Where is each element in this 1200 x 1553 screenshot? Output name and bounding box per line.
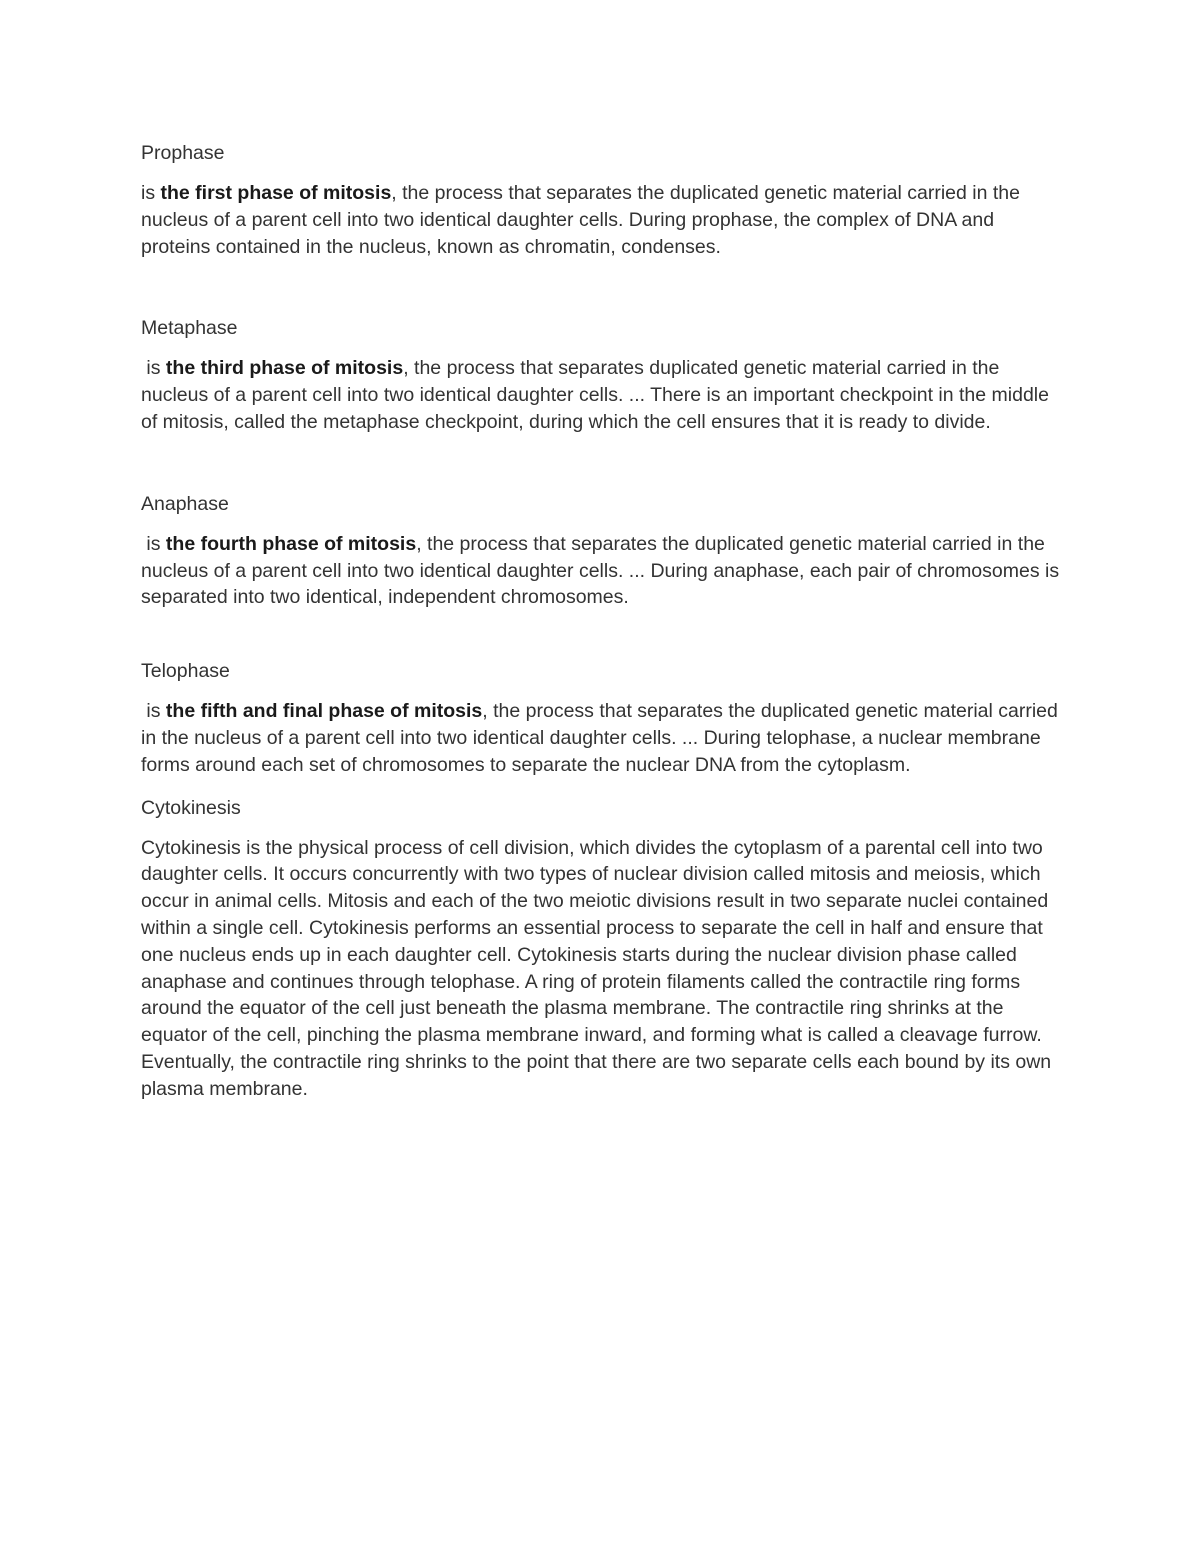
section-paragraph: Cytokinesis is the physical process of cell division, which divides the cytoplasm of a parental cell into two daughter cells. It occurs concurrently with two types of nuclear division called mitosis and meiosis, which occur in animal cells. Mitosis and each of the two meiotic divisions result in two separate nuclei contained within a single cell. Cytokinesis performs an essential process to separate the cell in half and ensure that one nucleus ends up in each daughter cell. Cytokinesis starts during the nuclear division phase called anaphase and continues through telophase. A ring of protein filaments called the contractile ring forms around the equator of the cell just beneath the plasma membrane. The contractile ring shrinks at the equator of the cell, pinching the plasma membrane inward, and forming what is called a cleavage furrow. Eventually, the contractile ring shrinks to the point that there are two separate cells each bound by its own plasma membrane.: [141, 836, 1052, 1100]
section-paragraph: [141, 355, 1066, 435]
section-heading: Prophase: [141, 142, 225, 164]
paragraph-lead: is: [141, 532, 166, 555]
paragraph-lead: is: [141, 700, 166, 723]
section-heading: Cytokinesis: [141, 796, 241, 819]
paragraph-lead: is: [141, 357, 166, 380]
section-telophase: [141, 656, 1066, 778]
paragraph-rest: , the process that separates the duplicated genetic material carried in the nucleus of a parent cell into two identical daughter cells. ... During telophase, a nuclear membrane forms around each set of chromosomes to separate the nuclear DNA from the cytoplasm.: [141, 700, 1058, 776]
paragraph-bold-term: the fifth and final phase of mitosis: [165, 700, 483, 723]
section-heading: Metaphase: [141, 317, 238, 340]
section-paragraph: [141, 180, 1066, 260]
section-paragraph: [141, 698, 1066, 778]
section-anaphase: [141, 489, 1066, 611]
paragraph-rest: , the process that separates the duplicated genetic material carried in the nucleus of a parent cell into two identical daughter cells. During prophase, the complex of DNA and proteins contained in the nucleus, known as chromatin, condenses.: [141, 182, 1020, 258]
section-cytokinesis: [141, 793, 1066, 1103]
section-heading: Anaphase: [141, 492, 229, 515]
section-prophase: [141, 138, 1066, 260]
paragraph-rest: , the process that separates duplicated genetic material carried in the nucleus of a parent cell into two identical daughter cells. ... There is an important checkpoint in the middle of mitosis, called the metaphase checkpoint, during which the cell ensures that it is ready to divide.: [141, 357, 1049, 433]
paragraph-bold-term: the third phase of mitosis: [165, 357, 404, 380]
paragraph-bold-term: the fourth phase of mitosis: [165, 532, 417, 555]
section-paragraph: [141, 531, 1066, 611]
paragraph-lead: is: [141, 182, 161, 204]
section-heading: Telophase: [141, 660, 230, 683]
paragraph-bold-term: the first phase of mitosis: [160, 182, 392, 204]
paragraph-rest: , the process that separates the duplicated genetic material carried in the nucleus of a parent cell into two identical daughter cells. ... During anaphase, each pair of chromosomes is separated into two identical, independent chromosomes.: [141, 532, 1060, 609]
document-page: [141, 138, 1066, 1103]
section-metaphase: [141, 313, 1066, 435]
